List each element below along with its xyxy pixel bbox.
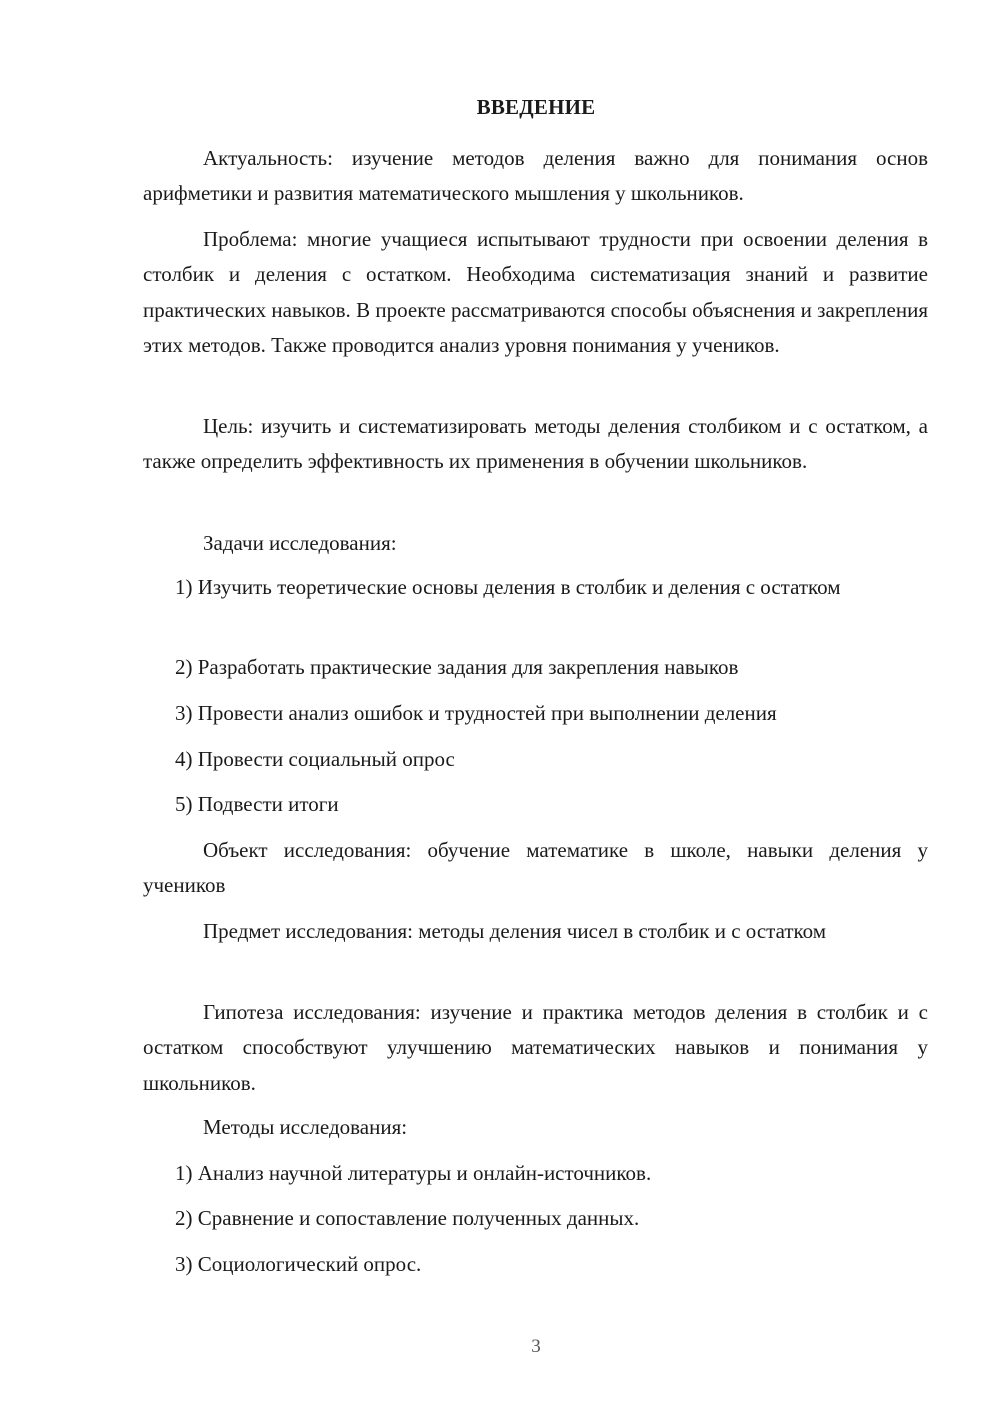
list-item-task-2: 2) Разработать практические задания для закрепления навыков bbox=[175, 655, 739, 679]
page-title-text: ВВЕДЕНИЕ bbox=[476, 95, 596, 119]
list-item-task-1: 1) Изучить теоретические основы деления в столбик и деления с остатком bbox=[175, 575, 841, 599]
list-item-method-3: 3) Социологический опрос. bbox=[175, 1252, 422, 1276]
page-title bbox=[0, 95, 1000, 120]
paragraph-subject: Предмет исследования: методы деления чисел в столбик и с остатком bbox=[203, 919, 827, 943]
list-item-task-5: 5) Подвести итоги bbox=[175, 792, 339, 816]
paragraph-goal: Цель: изучить и систематизировать методы деления столбиком и с остатком, а также определить эффективность их применения в обучении школьников. bbox=[143, 414, 928, 474]
list-item-method-2: 2) Сравнение и сопоставление полученных данных. bbox=[175, 1206, 640, 1230]
list-item-method-1: 1) Анализ научной литературы и онлайн-источников. bbox=[175, 1161, 652, 1185]
paragraph-hypothesis: Гипотеза исследования: изучение и практика методов деления в столбик и с остатком способствуют улучшению математических навыков и понимания у школьников. bbox=[143, 1000, 928, 1095]
list-item-task-4: 4) Провести социальный опрос bbox=[175, 747, 455, 771]
paragraph-relevance: Актуальность: изучение методов деления важно для понимания основ арифметики и развития математического мышления у школьников. bbox=[143, 146, 928, 206]
paragraph-problem: Проблема: многие учащиеся испытывают трудности при освоении деления в столбик и деления с остатком. Необходима систематизация знаний и развитие практических навыков. В проекте рассматриваются способы объяснения и закрепления этих методов. Также проводится анализ уровня понимания у учеников. bbox=[143, 227, 928, 357]
list-item-task-3: 3) Провести анализ ошибок и трудностей при выполнении деления bbox=[175, 701, 777, 725]
page-number: 3 bbox=[531, 1336, 541, 1357]
paragraph-methods-title: Методы исследования: bbox=[203, 1115, 408, 1139]
paragraph-object: Объект исследования: обучение математике в школе, навыки деления у учеников bbox=[143, 838, 928, 898]
paragraph-tasks-title: Задачи исследования: bbox=[203, 531, 397, 555]
